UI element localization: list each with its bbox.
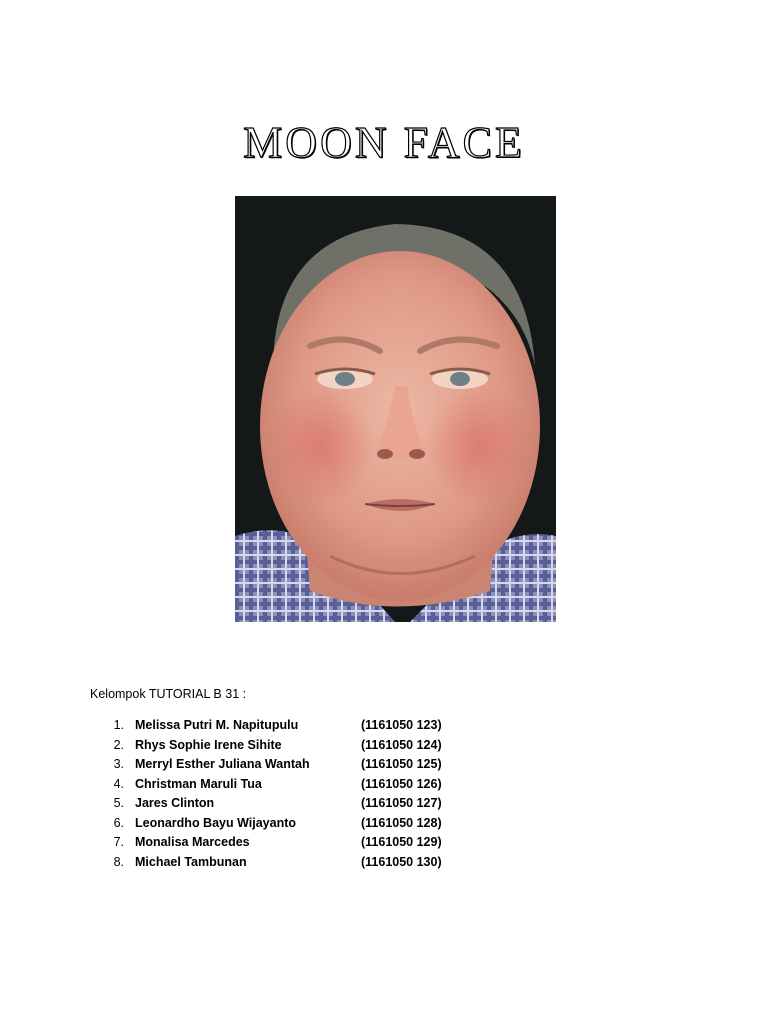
- member-name: Jares Clinton: [135, 796, 215, 810]
- member-id: (1161050 126): [361, 776, 442, 791]
- member-id: (1161050 129): [361, 835, 442, 849]
- face-photo-icon: [235, 196, 556, 622]
- group-label: Kelompok TUTORIAL B 31 :: [90, 687, 247, 701]
- member-id: (1161050 124): [361, 737, 442, 752]
- member-name: Melissa Putri M. Napitupulu: [135, 718, 299, 732]
- member-id: (1161050 125): [361, 757, 442, 771]
- document-title: MOON FACE: [243, 118, 525, 168]
- member-name: Rhys Sophie Irene Sihite: [135, 737, 282, 752]
- member-id: (1161050 127): [361, 796, 442, 810]
- member-name: Merryl Esther Juliana Wantah: [135, 757, 310, 771]
- member-name: Leonardho Bayu Wijayanto: [135, 815, 297, 830]
- list-number: 2.: [113, 737, 124, 752]
- member-name: Michael Tambunan: [135, 854, 247, 869]
- member-id: (1161050 123): [361, 718, 442, 732]
- member-id: (1161050 130): [361, 854, 442, 869]
- list-number: 8.: [113, 854, 124, 869]
- list-number: 3.: [113, 757, 124, 771]
- member-name: Christman Maruli Tua: [135, 776, 262, 791]
- list-number: 1.: [113, 718, 124, 732]
- member-id: (1161050 128): [361, 815, 442, 830]
- face-photo: [235, 196, 556, 622]
- list-number: 6.: [113, 815, 124, 830]
- member-name: Monalisa Marcedes: [135, 835, 250, 849]
- list-number: 5.: [113, 796, 124, 810]
- list-number: 4.: [113, 776, 124, 791]
- list-number: 7.: [113, 835, 124, 849]
